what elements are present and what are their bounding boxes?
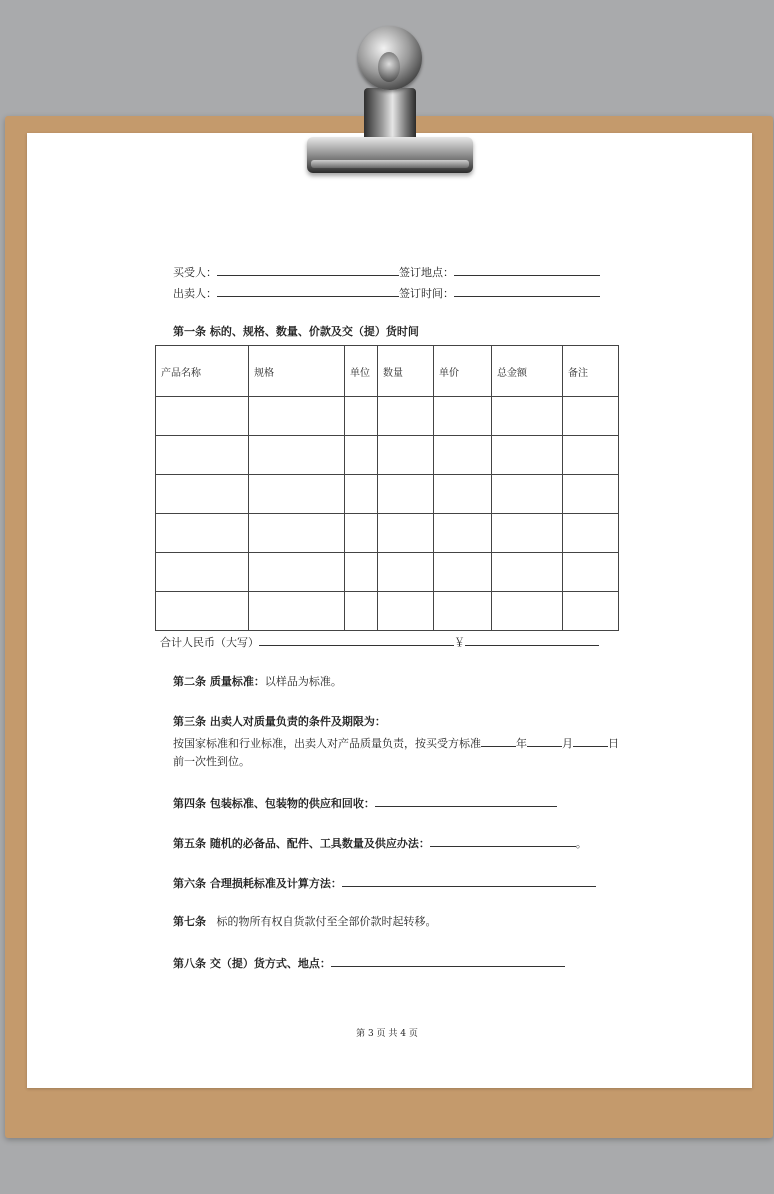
article5-line: [173, 835, 587, 851]
article1-title: 第一条 标的、规格、数量、价款及交（提）货时间: [173, 325, 419, 338]
table-row: [156, 592, 619, 631]
goods-table: [155, 345, 619, 631]
article3-line1: [173, 735, 619, 751]
article2-text: 以样品为标准。: [264, 675, 342, 688]
table-cell[interactable]: [563, 397, 619, 436]
table-cell[interactable]: [249, 592, 345, 631]
table-cell[interactable]: [434, 397, 492, 436]
year-label: 年: [516, 737, 527, 750]
article5-title: 第五条 随机的必备品、配件、工具数量及供应办法：: [173, 837, 430, 850]
table-cell[interactable]: [249, 553, 345, 592]
table-cell[interactable]: [249, 514, 345, 553]
total-label: 合计人民币（大写）: [160, 636, 259, 649]
table-cell[interactable]: [378, 436, 434, 475]
column-header: 总金额: [492, 346, 563, 397]
sign-time-blank[interactable]: [454, 285, 600, 297]
day-blank[interactable]: [573, 735, 608, 747]
table-cell[interactable]: [492, 397, 563, 436]
clip-icon: [364, 88, 416, 138]
table-cell[interactable]: [492, 436, 563, 475]
seller-label: 出卖人：: [173, 287, 217, 300]
seller-blank[interactable]: [217, 285, 399, 297]
table-cell[interactable]: [378, 397, 434, 436]
seller-line: [173, 285, 600, 301]
article5-blank[interactable]: [430, 835, 576, 847]
table-cell[interactable]: [156, 436, 249, 475]
table-cell[interactable]: [156, 514, 249, 553]
table-cell[interactable]: [434, 475, 492, 514]
table-cell[interactable]: [345, 592, 378, 631]
article2-title: 第二条 质量标准：: [173, 675, 265, 688]
table-cell[interactable]: [563, 475, 619, 514]
table-cell[interactable]: [378, 475, 434, 514]
table-cell[interactable]: [563, 436, 619, 475]
article6-line: [173, 875, 596, 891]
total-uppercase-blank[interactable]: [259, 634, 454, 646]
article8-title: 第八条 交（提）货方式、地点：: [173, 957, 331, 970]
page-number: 第 3 页 共 4 页: [356, 1029, 418, 1039]
table-cell[interactable]: [378, 514, 434, 553]
article3-text: 按国家标准和行业标准，出卖人对产品质量负责，按买受方标准: [173, 737, 481, 750]
total-amount-blank[interactable]: [465, 634, 599, 646]
sign-time-label: 签订时间：: [399, 287, 454, 300]
table-cell[interactable]: [378, 592, 434, 631]
article6-blank[interactable]: [342, 875, 596, 887]
buyer-label: 买受人：: [173, 266, 217, 279]
table-cell[interactable]: [563, 514, 619, 553]
article4-title: 第四条 包装标准、包装物的供应和回收：: [173, 797, 375, 810]
year-blank[interactable]: [481, 735, 516, 747]
column-header: 产品名称: [156, 346, 249, 397]
column-header: 数量: [378, 346, 434, 397]
table-cell[interactable]: [492, 475, 563, 514]
article2-line: [173, 675, 342, 689]
total-line: [160, 634, 599, 650]
month-label: 月: [562, 737, 573, 750]
column-header: 备注: [563, 346, 619, 397]
day-label: 日: [608, 737, 619, 750]
month-blank[interactable]: [527, 735, 562, 747]
table-cell[interactable]: [345, 436, 378, 475]
table-cell[interactable]: [378, 553, 434, 592]
article5-end: 。: [575, 837, 587, 850]
table-row: [156, 475, 619, 514]
column-header: 单位: [345, 346, 378, 397]
table-cell[interactable]: [434, 436, 492, 475]
table-cell[interactable]: [563, 553, 619, 592]
article7-label: 第七条: [173, 915, 206, 928]
article7-text: 标的物所有权自货款付至全部价款时起转移。: [216, 915, 437, 928]
buyer-blank[interactable]: [217, 264, 399, 276]
table-cell[interactable]: [249, 475, 345, 514]
table-cell[interactable]: [434, 514, 492, 553]
buyer-line: [173, 264, 600, 280]
article3-title: 第三条 出卖人对质量负责的条件及期限为：: [173, 715, 386, 728]
table-cell[interactable]: [434, 553, 492, 592]
clip-edge-icon: [311, 160, 469, 168]
table-cell[interactable]: [345, 514, 378, 553]
article3-line2: 前一次性到位。: [173, 755, 250, 768]
table-cell[interactable]: [492, 553, 563, 592]
table-header-row: [156, 346, 619, 397]
article6-title: 第六条 合理损耗标准及计算方法：: [173, 877, 342, 890]
table-cell[interactable]: [345, 397, 378, 436]
table-row: [156, 553, 619, 592]
sign-place-blank[interactable]: [454, 264, 600, 276]
table-row: [156, 436, 619, 475]
clip-hole-icon: [378, 52, 400, 82]
table-row: [156, 397, 619, 436]
article4-blank[interactable]: [375, 795, 557, 807]
table-cell[interactable]: [249, 436, 345, 475]
table-cell[interactable]: [345, 475, 378, 514]
table-cell[interactable]: [492, 592, 563, 631]
column-header: 单价: [434, 346, 492, 397]
table-cell[interactable]: [156, 397, 249, 436]
article8-line: [173, 955, 565, 971]
table-cell[interactable]: [249, 397, 345, 436]
table-cell[interactable]: [563, 592, 619, 631]
column-header: 规格: [249, 346, 345, 397]
table-row: [156, 514, 619, 553]
currency-symbol: ￥: [454, 636, 465, 649]
table-cell[interactable]: [345, 553, 378, 592]
article4-line: [173, 795, 557, 811]
table-cell[interactable]: [156, 553, 249, 592]
table-cell[interactable]: [156, 592, 249, 631]
table-cell[interactable]: [434, 592, 492, 631]
sign-place-label: 签订地点：: [399, 266, 454, 279]
table-cell[interactable]: [492, 514, 563, 553]
article8-blank[interactable]: [331, 955, 565, 967]
table-cell[interactable]: [156, 475, 249, 514]
article7-line: [173, 915, 437, 929]
